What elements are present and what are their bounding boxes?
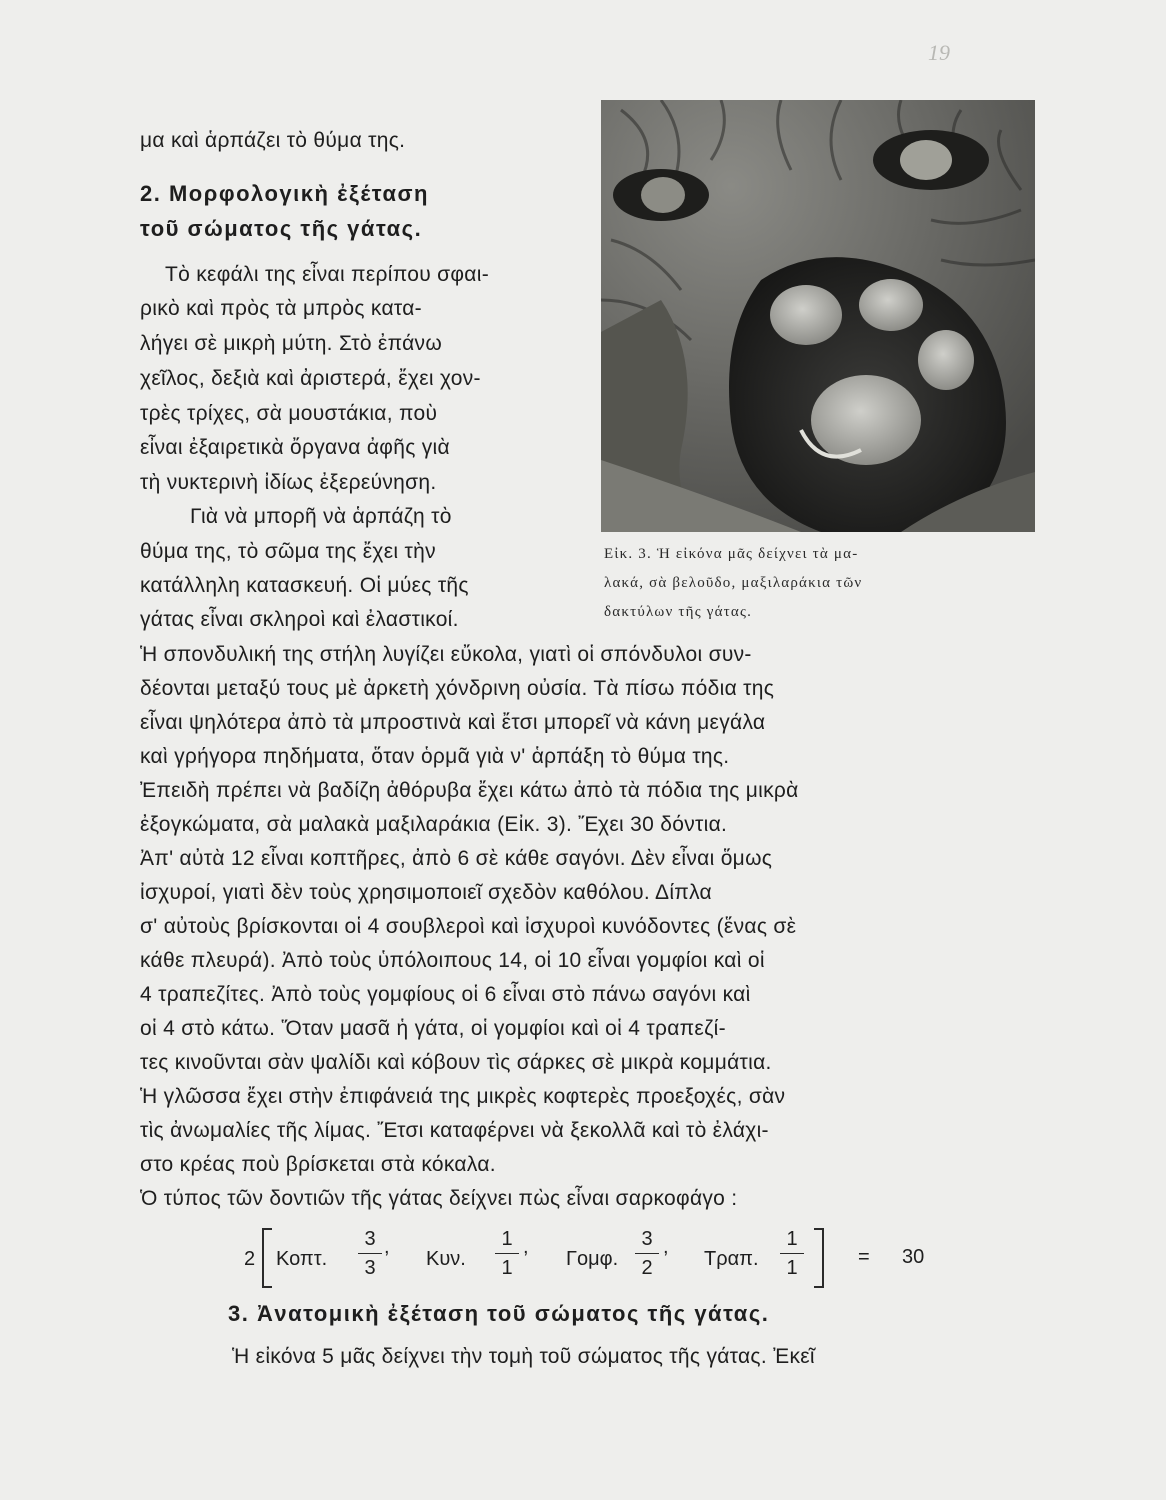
text-line: ἐξογκώματα, σὰ μαλακὰ μαξιλαράκια (Εἰκ. 3). Ἔχει 30 δόντια. <box>140 813 728 836</box>
text-line: ἰσχυροί, γιατὶ δὲν τοὺς χρησιμοποιεῖ σχεδὸν καθόλου. Δίπλα <box>140 881 713 904</box>
text-line: Γιὰ νὰ μπορῆ νὰ ἁρπάζη τὸ <box>190 505 452 528</box>
text-line: 4 τραπεζίτες. Ἀπὸ τοὺς γομφίους οἱ 6 εἶναι στὸ πάνω σαγόνι καὶ <box>140 983 751 1006</box>
formula-label: Τραπ. <box>704 1248 759 1270</box>
text-line: Ἡ γλῶσσα ἔχει στὴν ἐπιφάνειά της μικρὲς κοφτερὲς προεξοχές, σὰν <box>140 1085 786 1108</box>
text-line: τρὲς τρίχες, σὰ μουστάκια, ποὺ <box>140 402 438 425</box>
text-line: Ἀπ' αὐτὰ 12 εἶναι κοπτῆρες, ἀπὸ 6 σὲ κάθε σαγόνι. Δὲν εἶναι ὅμως <box>140 847 773 870</box>
text-line: χεῖλος, δεξιὰ καὶ ἀριστερά, ἔχει χον- <box>140 367 481 390</box>
text-line: τες κινοῦνται σὰν ψαλίδι καὶ κόβουν τὶς σάρκες σὲ μικρὰ κομμάτια. <box>140 1051 772 1074</box>
figure-caption-line: δακτύλων τῆς γάτας. <box>604 604 753 620</box>
formula-fraction: 1 1 <box>495 1226 519 1281</box>
text-line: εἶναι ἐξαιρετικὰ ὄργανα ἀφῆς γιὰ <box>140 436 450 459</box>
text-line: Ἡ εἰκόνα 5 μᾶς δείχνει τὴν τομὴ τοῦ σώματος τῆς γάτας. Ἐκεῖ <box>232 1345 815 1368</box>
formula-equals: = <box>858 1246 870 1268</box>
left-bracket <box>262 1228 272 1288</box>
text-line: τὴ νυκτερινὴ ἰδίως ἐξερεύνηση. <box>140 471 437 494</box>
figure-caption-line: λακά, σὰ βελοῦδο, μαξιλαράκια τῶν <box>604 575 863 591</box>
text-line: σ' αὐτοὺς βρίσκονται οἱ 4 σουβλεροὶ καὶ ἰσχυροὶ κυνόδοντες (ἕνας σὲ <box>140 915 797 938</box>
section-heading-line: 2. Μορφολογικὴ ἐξέταση <box>140 181 429 206</box>
formula-label: Κοπτ. <box>276 1248 328 1270</box>
text-line: καὶ γρήγορα πηδήματα, ὅταν ὁρμᾶ γιὰ ν' ἁρπάξη τὸ θύμα της. <box>140 745 730 768</box>
dental-formula <box>240 1226 960 1296</box>
formula-fraction: 3 2 <box>635 1226 659 1281</box>
formula-separator: , <box>663 1236 669 1258</box>
text-line: τὶς ἀνωμαλίες τῆς λίμας. Ἔτσι καταφέρνει νὰ ξεκολλᾶ καὶ τὸ ἐλάχι- <box>140 1119 769 1142</box>
formula-separator: , <box>384 1236 390 1258</box>
formula-multiplier: 2 <box>244 1248 256 1270</box>
formula-fraction: 3 3 <box>358 1226 382 1281</box>
cat-paw-image <box>601 100 1035 532</box>
text-line: στο κρέας ποὺ βρίσκεται στὰ κόκαλα. <box>140 1153 496 1176</box>
page-number: 19 <box>928 40 950 65</box>
text-line: μα καὶ ἁρπάζει τὸ θύμα της. <box>140 129 406 152</box>
section-heading-line: τοῦ σώματος τῆς γάτας. <box>140 216 423 241</box>
text-line: Ἡ σπονδυλική της στήλη λυγίζει εὔκολα, γιατὶ οἱ σπόνδυλοι συν- <box>140 643 752 666</box>
text-line: Τὸ κεφάλι της εἶναι περίπου σφαι- <box>165 263 489 286</box>
text-line: Ὁ τύπος τῶν δοντιῶν τῆς γάτας δείχνει πὼς εἶναι σαρκοφάγο : <box>140 1187 738 1210</box>
text-line: λήγει σὲ μικρὴ μύτη. Στὸ ἐπάνω <box>140 332 443 355</box>
figure-caption-line: Εἰκ. 3. Ἡ εἰκόνα μᾶς δείχνει τὰ μα- <box>604 546 859 562</box>
right-bracket <box>814 1228 824 1288</box>
formula-result: 30 <box>902 1246 925 1268</box>
text-line: δέονται μεταξύ τους μὲ ἀρκετὴ χόνδρινη οὐσία. Τὰ πίσω πόδια της <box>140 677 775 700</box>
text-line: οἱ 4 στὸ κάτω. Ὅταν μασᾶ ἡ γάτα, οἱ γομφίοι καὶ οἱ 4 τραπεζί- <box>140 1017 726 1040</box>
text-line: θύμα της, τὸ σῶμα της ἔχει τὴν <box>140 540 436 563</box>
cat-paw-photo <box>601 100 1035 532</box>
formula-fraction: 1 1 <box>780 1226 804 1281</box>
text-line: γάτας εἶναι σκληροὶ καὶ ἐλαστικοί. <box>140 608 459 631</box>
text-line: κάθε πλευρά). Ἀπὸ τοὺς ὑπόλοιπους 14, οἱ 10 εἶναι γομφίοι καὶ οἱ <box>140 949 765 972</box>
formula-label: Γομφ. <box>566 1248 619 1270</box>
formula-separator: , <box>523 1236 529 1258</box>
text-line: εἶναι ψηλότερα ἀπὸ τὰ μπροστινὰ καὶ ἔτσι μπορεῖ νὰ κάνη μεγάλα <box>140 711 766 734</box>
section-heading: 3. Ἀνατομικὴ ἐξέταση τοῦ σώματος τῆς γάτας. <box>228 1301 770 1326</box>
formula-label: Κυν. <box>426 1248 466 1270</box>
text-line: Ἐπειδὴ πρέπει νὰ βαδίζη ἀθόρυβα ἔχει κάτω ἀπὸ τὰ πόδια της μικρὰ <box>140 779 799 802</box>
text-line: ρικὸ καὶ πρὸς τὰ μπρὸς κατα- <box>140 297 422 320</box>
text-line: κατάλληλη κατασκευή. Οἱ μύες τῆς <box>140 574 469 597</box>
